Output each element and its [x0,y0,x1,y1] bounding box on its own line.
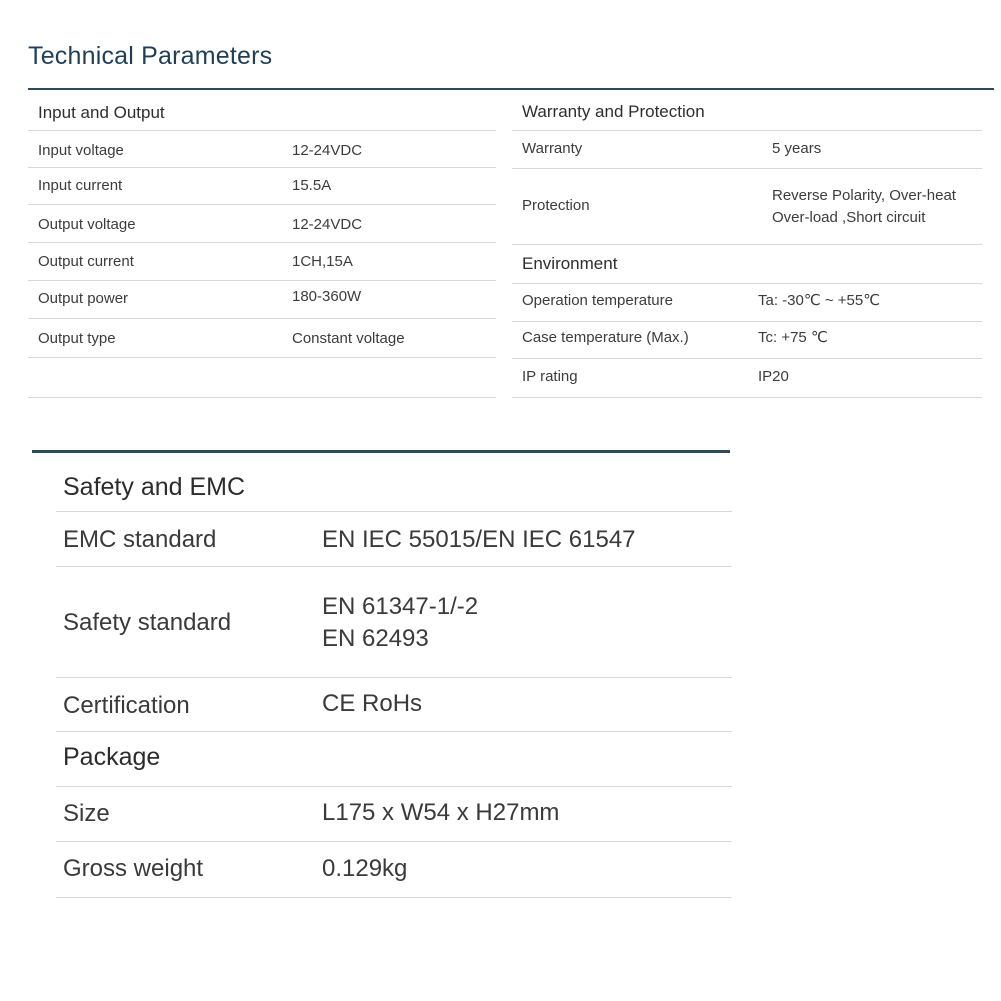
title-divider [28,88,994,90]
row-value: 0.129kg [322,855,408,882]
row-value: Tc: +75 ℃ [758,329,828,346]
table-row [28,168,496,205]
table-row [512,359,982,398]
row-value: 180-360W [292,288,362,305]
row-value: EN 61347-1/-2 [322,593,479,620]
table-row [512,322,982,359]
table-row-empty [28,358,496,398]
table-row [512,169,982,245]
section-header-package: Package [63,743,161,771]
row-value: Constant voltage [292,330,405,347]
table-row [28,92,496,131]
row-label: Output voltage [38,216,136,233]
row-value: Reverse Polarity, Over-heat [772,187,956,204]
table-row [512,245,982,284]
row-label: Case temperature (Max.) [522,329,689,346]
table-row [512,131,982,169]
row-value: EN IEC 55015/EN IEC 61547 [322,526,636,553]
input-output-table [28,92,496,398]
row-label: Output power [38,290,129,307]
section-header-input-output: Input and Output [38,103,165,122]
row-label: Protection [522,197,590,214]
table-row [56,678,732,732]
warranty-environment-table [512,92,982,398]
row-value: 15.5A [292,177,332,194]
row-label: Warranty [522,140,583,157]
row-value: L175 x W54 x H27mm [322,799,560,826]
row-label: Safety standard [63,609,232,636]
row-label: Size [63,800,110,827]
table-row [56,512,732,567]
row-value: 5 years [772,140,822,157]
table-row [56,732,732,787]
section-header-environment: Environment [522,254,618,273]
table-row [512,92,982,131]
row-label: Gross weight [63,855,204,882]
table-row [28,243,496,281]
table-row [28,319,496,358]
safety-package-table [56,453,732,899]
row-label: Output current [38,253,134,270]
row-value: 1CH,15A [292,253,353,270]
table-row [56,567,732,678]
section-header-warranty: Warranty and Protection [522,102,705,121]
section-header-safety: Safety and EMC [63,473,246,501]
row-label: Certification [63,692,190,719]
row-value: EN 62493 [322,625,429,652]
table-row [56,453,732,512]
row-value: IP20 [758,368,789,385]
row-label: Operation temperature [522,292,673,309]
page-title: Technical Parameters [28,42,273,70]
table-row [512,284,982,322]
row-label: Input voltage [38,142,124,159]
row-value: Over-load ,Short circuit [772,209,926,226]
row-value: Ta: -30℃ ~ +55℃ [758,292,881,309]
row-value: 12-24VDC [292,142,363,159]
row-label: IP rating [522,368,578,385]
table-row [28,281,496,319]
table-row [56,842,732,898]
row-value: CE RoHs [322,690,423,717]
row-label: Output type [38,330,116,347]
row-value: 12-24VDC [292,216,363,233]
table-row [56,787,732,842]
table-row [28,205,496,243]
row-label: EMC standard [63,526,217,553]
table-row [28,131,496,168]
row-label: Input current [38,177,123,194]
